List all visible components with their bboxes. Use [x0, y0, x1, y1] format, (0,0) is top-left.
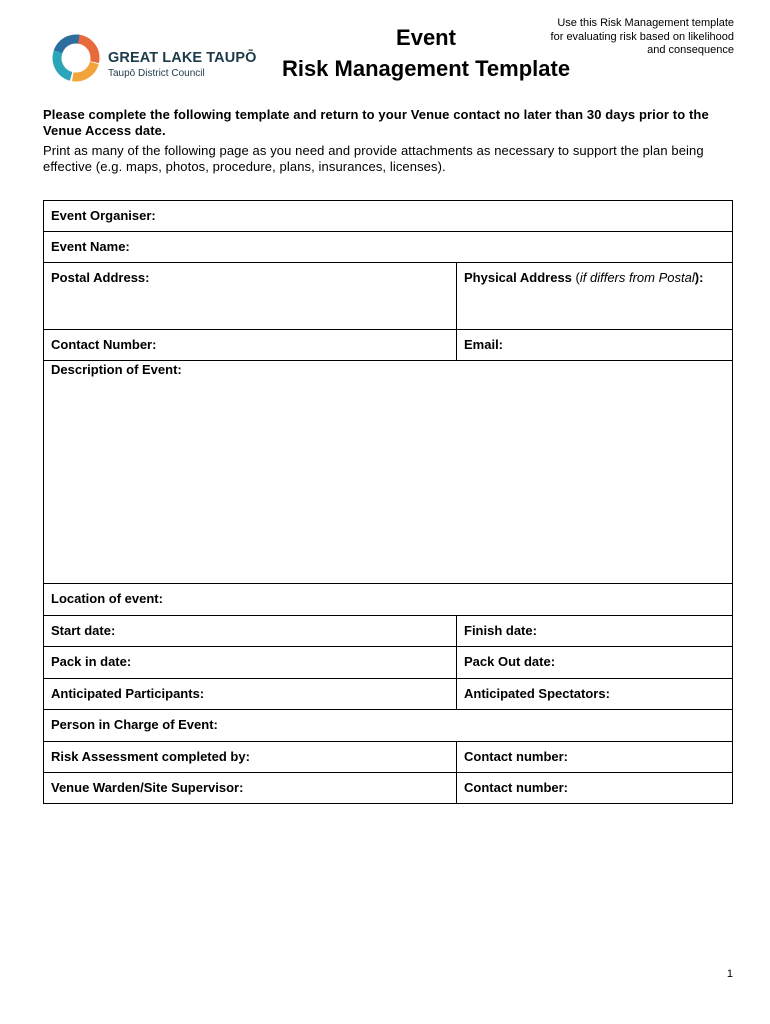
side-note: Use this Risk Management template for evaluating risk based on likelihood and consequence: [550, 17, 734, 56]
description-field[interactable]: Description of Event:: [51, 362, 182, 377]
contact-number-field[interactable]: Contact Number:: [44, 330, 457, 360]
event-name-field[interactable]: Event Name:: [51, 239, 130, 254]
physical-address-label: Physical Address: [464, 270, 572, 285]
form-row: [44, 646, 732, 678]
form-row: [44, 615, 732, 646]
form-row: [44, 360, 732, 583]
venue-warden-field[interactable]: Venue Warden/Site Supervisor:: [44, 773, 457, 803]
physical-address-field[interactable]: [457, 263, 732, 329]
form-row: [44, 262, 732, 329]
venue-warden-contact-field[interactable]: Contact number:: [464, 780, 568, 795]
form-row: [44, 678, 732, 709]
form-row: [44, 201, 732, 231]
physical-address-paren-open: (: [571, 270, 580, 285]
council-logo: [50, 26, 265, 86]
logo-subtitle: Taupō District Council: [108, 68, 205, 79]
form-row: [44, 583, 732, 615]
intro-instruction: Please complete the following template and return to your Venue contact no later than 30 days prior to the Venue Access date.: [43, 107, 709, 138]
location-field[interactable]: Location of event:: [51, 591, 163, 606]
start-date-field[interactable]: Start date:: [44, 616, 457, 646]
form-row: [44, 709, 732, 741]
page-title: [270, 22, 582, 84]
page-number: 1: [726, 968, 733, 980]
participants-field[interactable]: Anticipated Participants:: [44, 679, 457, 709]
person-in-charge-field[interactable]: Person in Charge of Event:: [51, 717, 218, 732]
pack-in-date-field[interactable]: Pack in date:: [44, 647, 457, 678]
spectators-field[interactable]: Anticipated Spectators:: [464, 686, 610, 701]
physical-address-paren-close: ):: [694, 270, 704, 285]
email-field[interactable]: Email:: [464, 337, 504, 352]
title-line-1: Event: [396, 25, 456, 50]
form-row: [44, 772, 732, 803]
physical-address-note: if differs from Postal: [579, 270, 695, 285]
lake-taupo-swirl-icon: [50, 32, 102, 84]
risk-assessor-contact-field[interactable]: Contact number:: [464, 749, 568, 764]
form-row: [44, 741, 732, 772]
risk-assessment-by-field[interactable]: Risk Assessment completed by:: [44, 742, 457, 772]
postal-address-field[interactable]: Postal Address:: [44, 263, 457, 329]
event-details-form: [43, 200, 733, 804]
form-row: [44, 231, 732, 262]
form-row: [44, 329, 732, 360]
logo-name: GREAT LAKE TAUPŌ: [108, 50, 257, 66]
event-organiser-field[interactable]: Event Organiser:: [51, 208, 156, 223]
finish-date-field[interactable]: Finish date:: [464, 623, 537, 638]
title-line-2: Risk Management Template: [281, 56, 571, 81]
pack-out-date-field[interactable]: Pack Out date:: [464, 654, 556, 669]
intro-text: Print as many of the following page as you need and provide attachments as necessary to support the plan being effective (e.g. maps, photos, procedure, plans, insurances, licenses).: [43, 143, 704, 174]
